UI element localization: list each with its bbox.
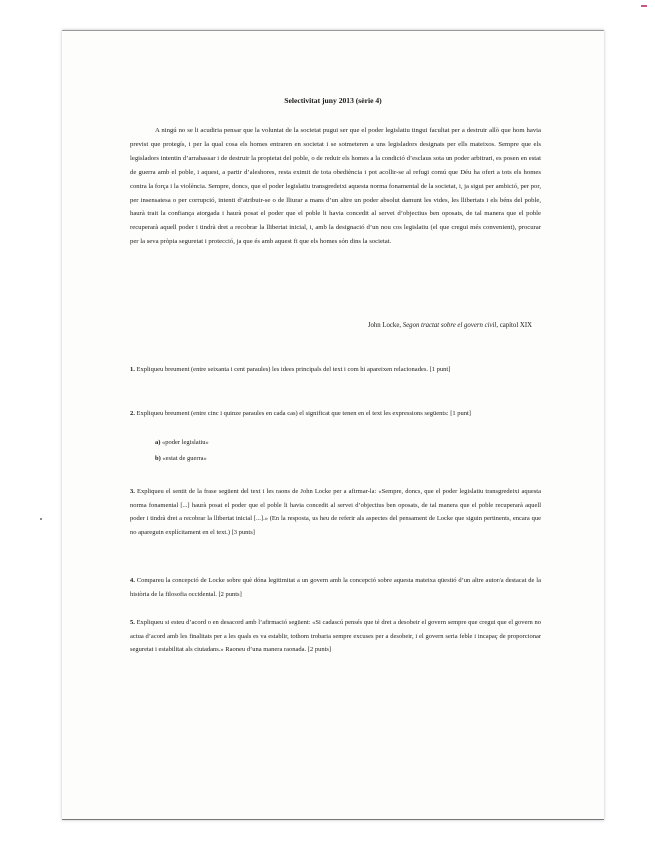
question-5 — [130, 616, 541, 657]
question-text: Expliqueu si esteu d’acord o en desacord amb l’afirmació següent: «Si cadascú pensés que té dret a desobeir el govern sempre que cregui que el govern no actua d’acord amb les finalitats per a les quals es va establir, tothom trobaria sempre excuses per a desobeir, i el govern seria feble i incapaç de proporcionar seguretat i estabilitat als ciutadans.» Raoneu d’una manera raonada. [2 punts] — [130, 619, 541, 654]
question-number: 4. — [130, 577, 135, 584]
question-number: 5. — [130, 619, 135, 626]
question-number: 3. — [130, 488, 135, 495]
question-1 — [130, 363, 541, 377]
source-text: A ningú no se li acudiria pensar que la voluntat de la societat pugui ser que el poder legislatiu tingui facultat per a destruir allò que hom havia previst que protegís, i per la qual cosa els homes entraren en societat i se sotmeteren a uns legisladors designats per ells mateixos. Sempre que els legisladors intentin d’arrabassar i de destruir la propietat del poble, o de reduir els homes a la condició d’esclaus sota un poder arbitrari, es posen en estat de guerra amb el poble, i aquest, a partir d’aleshores, resta eximit de tota obediència i pot acollir-se al refugi comú que Déu ha ofert a tots els homes contra la força i la violència. Sempre, doncs, que el poder legislatiu transgredeixi aquesta norma fonamental de la societat, i, ja sigui per ambició, per por, per insensatesa o per corrupció, intenti d’atribuir-se o de lliurar a mans d’un altre un poder absolut damunt les vides, les llibertats i els béns del poble, haurà trait la confiança atorgada i haurà posat el poder que el poble li havia concedit al servei d’objectius ben oposats, de tal manera que el poble recuperarà aquell poder i tindrà dret a recobrar la llibertat inicial, i, amb la designació d’un nou cos legislatiu (el que cregui més convenient), procurar per la seva pròpia seguretat i protecció, ja que és amb aquest fi que els homes són dins la societat. — [130, 127, 541, 246]
scan-edge-mark — [641, 5, 647, 7]
question-number: 1. — [130, 366, 135, 373]
subitem-a — [155, 439, 209, 446]
subitem-letter: b) — [155, 455, 161, 462]
question-text: Expliqueu breument (entre cinc i quinze paraules en cada cas) el significat que tenen en el text les expressions següents: [1 punt] — [134, 410, 471, 417]
question-4 — [130, 574, 541, 601]
question-2 — [130, 407, 541, 421]
subitem-text: «poder legislatiu» — [160, 439, 209, 446]
subitem-b — [155, 455, 207, 462]
page-title: Selectivitat juny 2013 (sèrie 4) — [284, 96, 382, 105]
attribution-work: Segon tractat sobre el govern civil — [402, 322, 497, 329]
question-3 — [130, 485, 541, 539]
attribution-chapter: , capítol XIX — [496, 322, 532, 329]
question-text: Expliqueu el sentit de la frase següent del text i les raons de John Locke per a afirmar-la: «Sempre, doncs, que el poder legislatiu transgredeixi aquesta norma fonamental [...] haurà posat el poder que el poble li havia concedit al servei d’objectius ben oposats, de tal manera que el poble recuperarà aquell poder i tindrà dret a recobrar la llibertat inicial [...].» (En la resposta, us heu de referir als aspectes del pensament de Locke que siguin pertinents, encara que no apareguin explícitament en el text.) [3 punts] — [130, 488, 541, 536]
question-text: Compareu la concepció de Locke sobre què dóna legitimitat a un govern amb la concepció sobre aquesta mateixa qüestió d’un altre autor/a destacat de la història de la filosofia occidental. [2 punts] — [130, 577, 541, 598]
question-text: Expliqueu breument (entre seixanta i cent paraules) les idees principals del text i com hi apareixen relacionades. [1 punt] — [134, 366, 451, 373]
exam-page — [62, 30, 604, 820]
scan-speck — [40, 518, 42, 520]
subitem-text: «estat de guerra» — [160, 455, 207, 462]
attribution-author: John Locke, — [367, 322, 403, 329]
question-number: 2. — [130, 410, 135, 417]
attribution — [368, 322, 532, 329]
subitem-letter: a) — [155, 439, 161, 446]
